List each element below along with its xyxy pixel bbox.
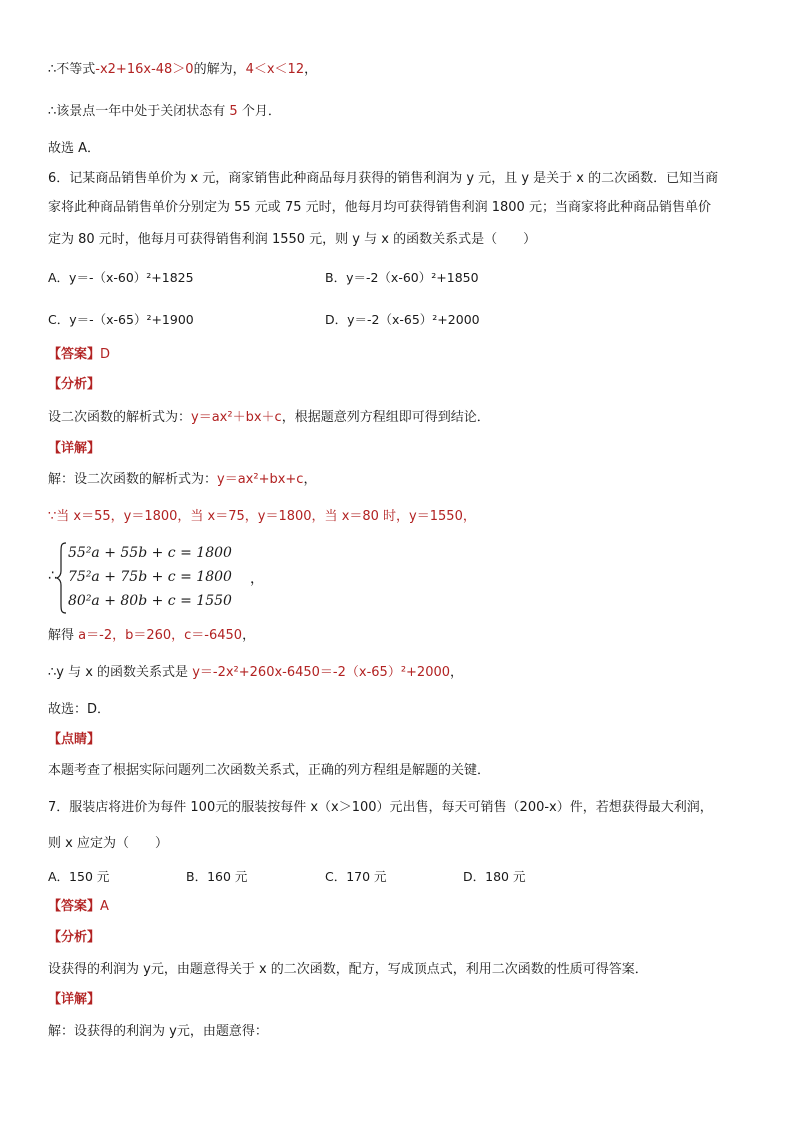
inequality-solution: 4＜x＜12 (245, 62, 305, 77)
text: ， (250, 571, 264, 587)
q7-option-b: B．160 元 (186, 869, 248, 884)
q6-relation (48, 664, 754, 682)
q7-answer (48, 898, 754, 916)
q6-detail-line-1 (48, 471, 754, 489)
q6-choose: 故选：D． (48, 702, 111, 717)
q7-detail-tag (48, 991, 754, 1009)
text: 的解为， (193, 62, 246, 77)
therefore-symbol: ∴ (48, 568, 57, 584)
left-brace-icon (56, 542, 68, 614)
text: 设二次函数的解析式为： (48, 410, 192, 425)
q7-option-d: D．180 元 (463, 869, 526, 884)
text: ∴该景点一年中处于关闭状态有 (48, 104, 226, 119)
comment-tag: 【点睛】 (48, 732, 101, 747)
analysis-tag: 【分析】 (48, 377, 101, 392)
q7-stem-line-2: 则 x 应定为（ ） (48, 836, 168, 851)
text: ∴y 与 x 的函数关系式是 (48, 665, 189, 680)
quadratic-expr: y＝ax²+bx+c (217, 472, 304, 487)
analysis-tag: 【分析】 (48, 930, 101, 945)
detail-tag: 【详解】 (48, 441, 101, 456)
q6-analysis (48, 409, 754, 427)
text: ∴不等式 (48, 62, 96, 77)
q6-solve (48, 627, 754, 645)
text: ， (450, 665, 464, 680)
answer-value: A (100, 899, 109, 914)
relation-expr: y＝-2x²+260x-6450＝-2（x-65）²+2000 (192, 665, 451, 680)
quadratic-expr: y＝ax²＋bx＋c (191, 410, 282, 425)
q7-stem-line-1: 7．服装店将进价为每件 100元的服装按每件 x（x＞100）元出售，每天可销售（200-x）件，若想获得最大利润， (48, 800, 713, 815)
solved-values: a＝-2，b＝260，c＝-6450 (78, 628, 243, 643)
text: 解得 (48, 628, 75, 643)
q7-detail: 解：设获得的利润为 y元，由题意得： (48, 1024, 268, 1039)
q7-option-a: A．150 元 (48, 869, 110, 884)
text: 解：设二次函数的解析式为： (48, 472, 218, 487)
text: ， (303, 472, 317, 487)
answer-tag: 【答案】 (48, 899, 101, 914)
intro-line-1 (48, 61, 754, 79)
intro-line-3: 故选 A． (48, 141, 101, 156)
answer-tag: 【答案】 (48, 347, 101, 362)
q7-analysis: 设获得的利润为 y元，由题意得关于 x 的二次函数，配方，写成顶点式，利用二次函数的性质可得答案． (48, 962, 648, 977)
q6-comment: 本题考查了根据实际问题列二次函数关系式，正确的列方程组是解题的关键． (48, 763, 491, 778)
q6-option-b: B．y＝-2（x-60）²+1850 (325, 270, 479, 285)
q6-detail-tag (48, 440, 754, 458)
q6-conditions: ∵当 x＝55，y＝1800，当 x＝75，y＝1800，当 x＝80 时，y＝1550， (48, 509, 476, 524)
q6-comment-tag (48, 731, 754, 749)
text: ， (304, 62, 318, 77)
q7-analysis-tag (48, 929, 754, 947)
inequality-expr: -x2+16x-48＞0 (95, 62, 194, 77)
q6-option-a: A．y＝-（x-60）²+1825 (48, 270, 194, 285)
detail-tag: 【详解】 (48, 992, 101, 1007)
q7-option-c: C．170 元 (325, 869, 387, 884)
answer-value: D (100, 347, 111, 362)
month-count: 5 (229, 104, 238, 119)
q6-stem-line-3: 定为 80 元时，他每月可获得销售利润 1550 元，则 y 与 x 的函数关系式是（ ） (48, 232, 537, 247)
equation-3: 80²a + 80b + c = 1550 (68, 593, 232, 609)
q6-answer (48, 346, 754, 364)
equation-system (46, 542, 276, 614)
q6-option-d: D．y＝-2（x-65）²+2000 (325, 312, 480, 327)
intro-line-2 (48, 103, 754, 121)
q6-option-c: C．y＝-（x-65）²+1900 (48, 312, 194, 327)
q6-analysis-tag (48, 376, 754, 394)
text: 个月． (241, 104, 281, 119)
text: ，根据题意列方程组即可得到结论． (281, 410, 490, 425)
q6-stem-line-2: 家将此种商品销售单价分别定为 55 元或 75 元时，他每月均可获得销售利润 1800 元；当商家将此种商品销售单价 (48, 200, 711, 215)
equation-1: 55²a + 55b + c = 1800 (68, 545, 232, 561)
equation-2: 75²a + 75b + c = 1800 (68, 569, 232, 585)
text: ， (242, 628, 256, 643)
q6-stem-line-1: 6．记某商品销售单价为 x 元，商家销售此种商品每月获得的销售利润为 y 元，且 y 是关于 x 的二次函数．已知当商 (48, 171, 719, 186)
